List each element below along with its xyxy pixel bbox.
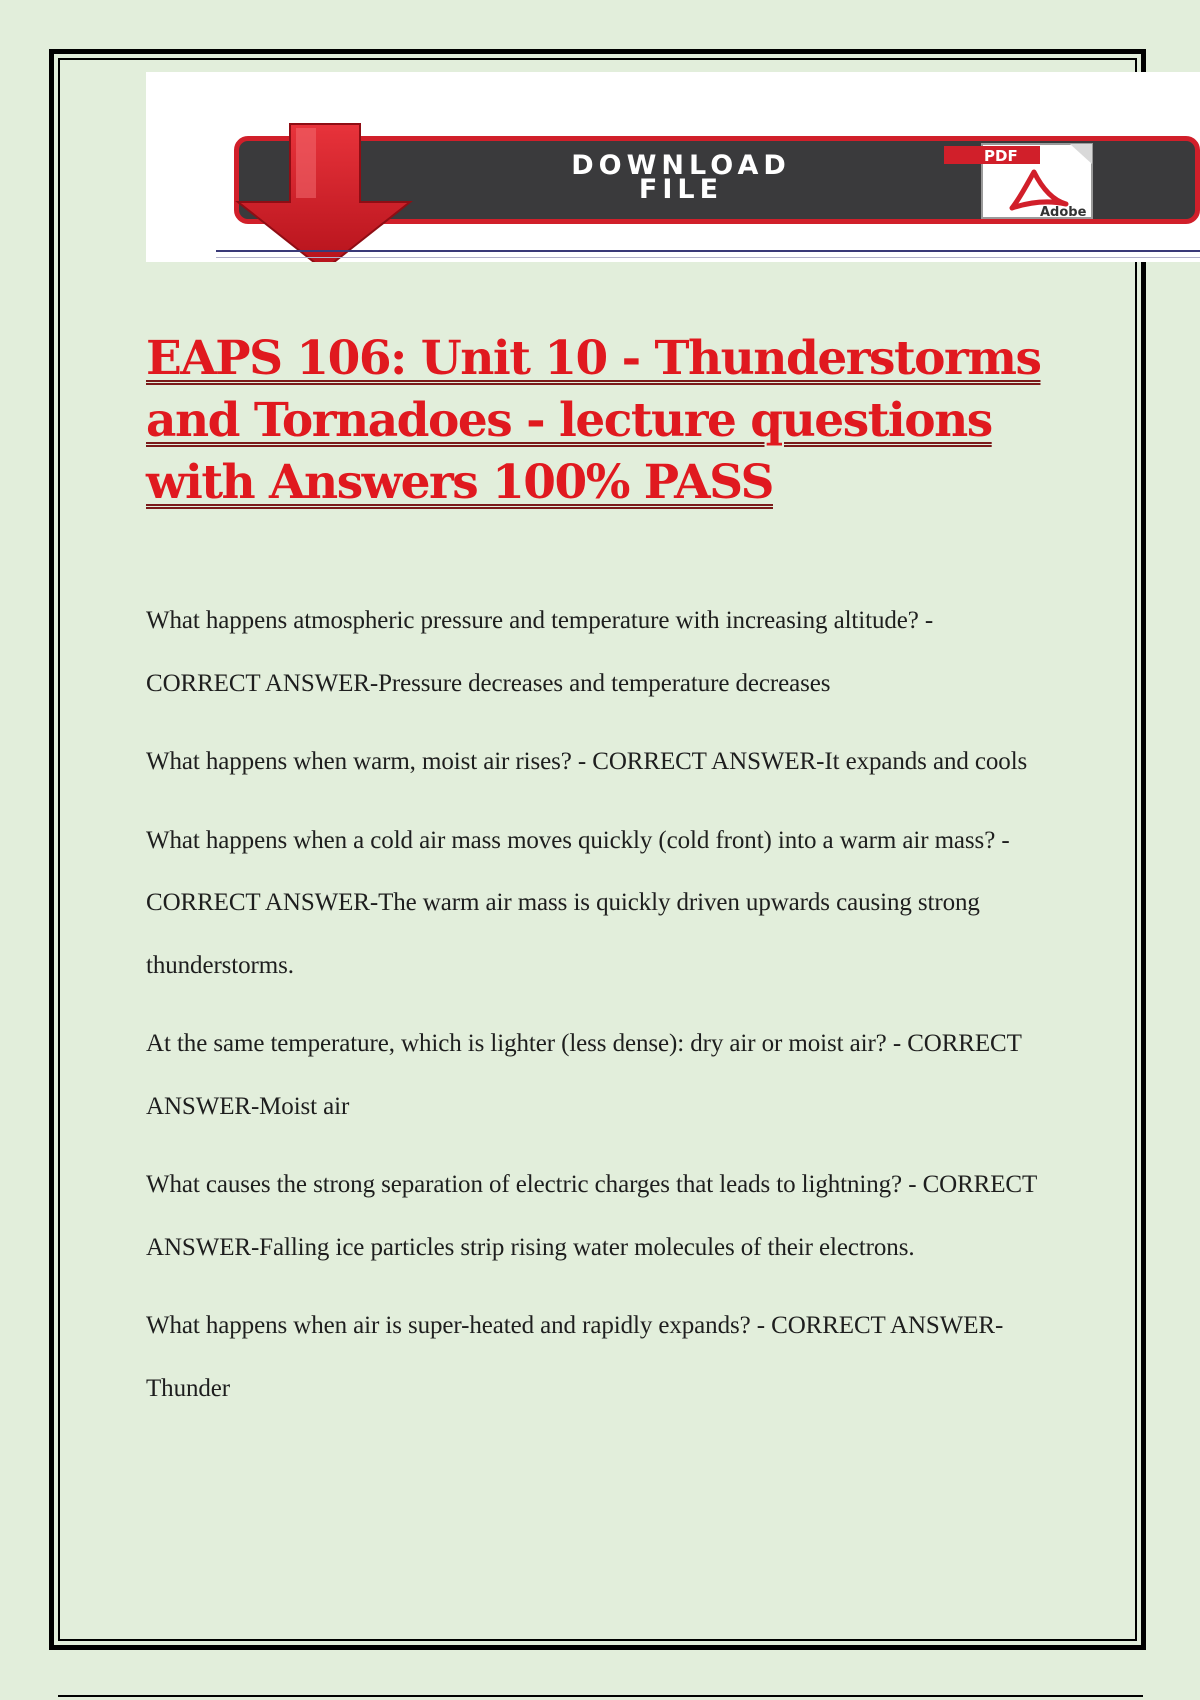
download-label-line2: FILE [638, 174, 724, 205]
qa-item: What happens when a cold air mass moves quickly (cold front) into a warm air mass? - CORRECT ANSWER-The warm air mass is quickly driven upwards causing strong thunderstorms. [146, 826, 1010, 979]
bottom-rule [58, 1695, 1143, 1697]
qa-list [146, 590, 1046, 1436]
download-banner[interactable] [146, 72, 1200, 262]
download-label[interactable] [486, 150, 876, 205]
banner-rule-shadow [216, 257, 1200, 258]
qa-item: What causes the strong separation of electric charges that leads to lightning? - CORRECT ANSWER-Falling ice particles strip rising water molecules of their electrons. [146, 1171, 1037, 1261]
banner-rule [216, 250, 1200, 252]
qa-item: What happens when air is super-heated and rapidly expands? - CORRECT ANSWER-Thunder [146, 1312, 1004, 1402]
qa-item: What happens atmospheric pressure and temperature with increasing altitude? - CORRECT ANSWER-Pressure decreases and temperature decreases [146, 607, 934, 697]
pdf-file-icon [942, 142, 1102, 220]
pdf-label: PDF [984, 147, 1018, 165]
download-label-line1: DOWNLOAD [571, 150, 791, 181]
qa-item: What happens when warm, moist air rises? - CORRECT ANSWER-It expands and cools [146, 748, 1028, 775]
document-title: EAPS 106: Unit 10 - Thunderstorms and Tornadoes - lecture questions with Answers 100% PASS [146, 331, 1041, 510]
adobe-label: Adobe [1040, 205, 1087, 220]
download-arrow-icon [228, 122, 448, 262]
qa-item: At the same temperature, which is lighter (less dense): dry air or moist air? - CORRECT ANSWER-Moist air [146, 1030, 1022, 1120]
